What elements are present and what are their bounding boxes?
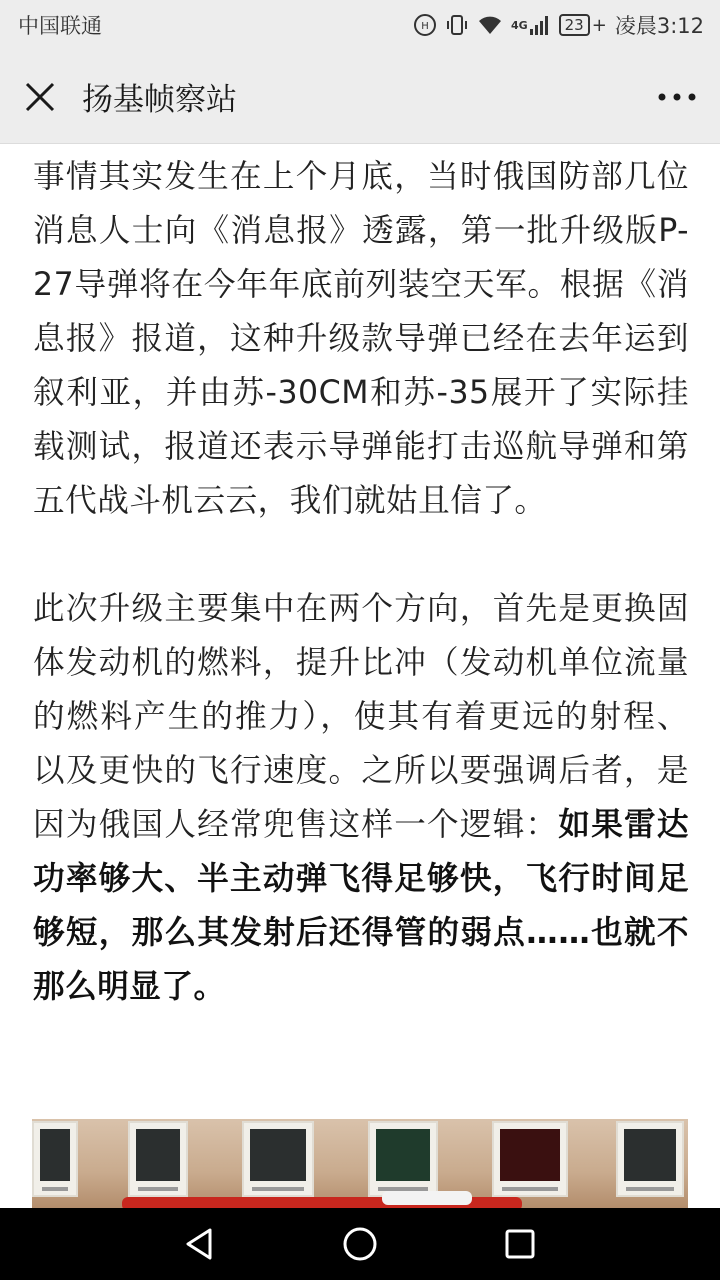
- home-button[interactable]: [330, 1214, 390, 1274]
- svg-text:H: H: [421, 21, 429, 32]
- navigation-bar: [0, 1208, 720, 1280]
- status-icons: [413, 10, 704, 40]
- more-icon: [657, 92, 697, 102]
- back-button[interactable]: [170, 1214, 230, 1274]
- image-panel: [32, 1121, 78, 1197]
- status-bar: [0, 0, 720, 50]
- network-type-label: 4G: [510, 18, 528, 32]
- article-image[interactable]: [32, 1119, 688, 1208]
- article-body: [33, 150, 689, 1014]
- article-paragraph-1: 事情其实发生在上个月底，当时俄国防部几位消息人士向《消息报》透露，第一批升级版P-27导弹将在今年年底前列装空天军。根据《消息报》报道，这种升级款导弹已经在去年运到叙利亚，并由苏-30CM和苏-35展开了实际挂载测试，报道还表示导弹能打击巡航导弹和第五代战斗机云云，我们就姑且信了。: [33, 159, 689, 519]
- signal-icon: [511, 15, 551, 35]
- image-panel: [616, 1121, 684, 1197]
- page-title: 扬基帧察站: [82, 82, 237, 118]
- hd-call-icon: [413, 13, 437, 37]
- image-panel: [492, 1121, 568, 1197]
- more-button[interactable]: [634, 50, 720, 144]
- back-triangle-icon: [184, 1227, 216, 1261]
- paragraph-2-text: 此次升级主要集中在两个方向，首先是更换固体发动机的燃料，提升比冲（发动机单位流量的燃料产生的推力），使其有着更远的射程、以及更快的飞行速度。之所以要强调后者，是因为俄国人经常兜售这样一个逻辑：: [33, 591, 689, 843]
- close-button[interactable]: [0, 50, 80, 144]
- vibrate-icon: [445, 13, 469, 37]
- title-bar: [0, 50, 720, 144]
- article-paragraph-2: [33, 582, 689, 1014]
- carrier-label: 中国联通: [18, 14, 102, 38]
- battery-indicator: [559, 14, 607, 36]
- model-shape: [382, 1191, 472, 1205]
- image-panel: [368, 1121, 438, 1197]
- recents-button[interactable]: [490, 1214, 550, 1274]
- close-icon: [24, 81, 56, 113]
- clock: 凌晨3:12: [614, 14, 704, 38]
- paragraph-2-bold-text: 如果雷达功率够大、半主动弹飞得足够快，飞行时间足够短，那么其发射后还得管的弱点……也就不那么明显了。: [33, 807, 689, 1005]
- recents-square-icon: [504, 1228, 536, 1260]
- home-circle-icon: [342, 1226, 378, 1262]
- image-panel: [128, 1121, 188, 1197]
- image-panel: [242, 1121, 314, 1197]
- battery-level: 23: [559, 14, 590, 36]
- charging-icon: +: [591, 14, 607, 36]
- wifi-icon: [477, 14, 503, 36]
